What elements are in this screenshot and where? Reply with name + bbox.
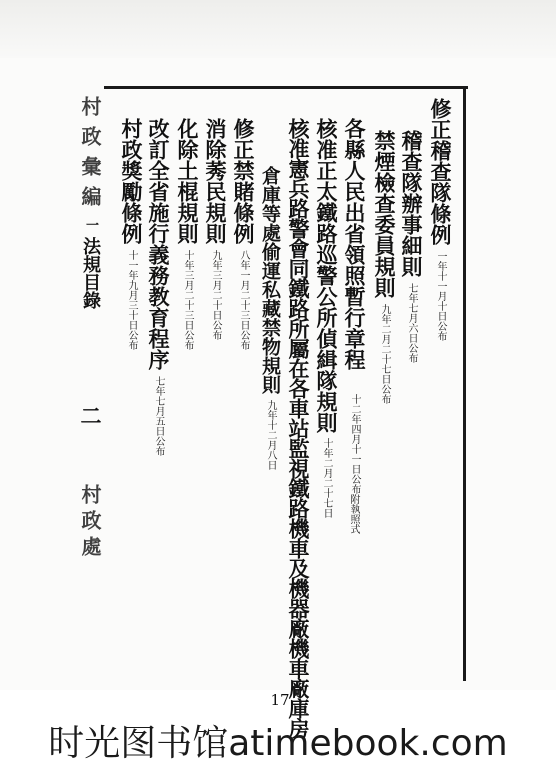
entry-title: 村政獎勵條例 <box>119 118 144 244</box>
entry-date: 十二年四月十一日公布 <box>349 394 360 494</box>
entry-date: 九年二月二十七日公布 <box>379 304 390 404</box>
right-border-rule <box>463 86 466 681</box>
leaf-number: 二 <box>78 405 103 426</box>
entry-title: 稽查隊辦事細則 <box>399 130 424 277</box>
toc-entry <box>121 118 142 350</box>
entry-title: 禁煙檢查委員規則 <box>372 130 397 298</box>
running-header: 村政彙編一法規目錄二村政處 <box>78 96 103 562</box>
entry-title: 核准憲兵路警會同鐵路所屬在各車站監視鐵路機車及機器廠機車廠庫房 <box>286 118 311 738</box>
entry-title: 各縣人民出省領照暫行章程 <box>342 118 367 370</box>
entry-date: 七年七月六日公布 <box>406 283 417 363</box>
entry-date: 九年十二月八日 <box>265 400 276 470</box>
office-name: 村政處 <box>78 484 102 562</box>
toc-entry <box>288 118 309 738</box>
page-top-shade <box>0 0 556 58</box>
toc-entry <box>148 118 169 456</box>
entry-note: 附執照式 <box>348 494 359 534</box>
entry-title: 修正稽查隊條例 <box>428 98 453 245</box>
page-number: 17 <box>270 691 290 709</box>
entry-date: 十年二月二十七日 <box>321 438 332 518</box>
entry-date: 八年一月二十三日公布 <box>238 250 249 350</box>
top-border-rule <box>104 86 468 89</box>
toc-entry <box>233 118 254 350</box>
book-title: 村政彙編 <box>78 96 102 216</box>
entry-date: 七年七月五日公布 <box>153 376 164 456</box>
toc-entry <box>430 98 451 341</box>
entry-title: 化除土棍規則 <box>175 118 200 244</box>
toc-entry <box>316 118 337 518</box>
toc-entry <box>177 118 198 350</box>
toc-entry <box>344 118 365 534</box>
entry-date: 一年十一月十日公布 <box>435 251 446 341</box>
entry-title: 修正禁賭條例 <box>231 118 256 244</box>
entry-title: 倉庫等處偷運私藏禁物規則 <box>259 166 281 394</box>
watermark-text: 时光图书馆atimebook.com <box>48 722 508 764</box>
entry-title: 消除莠民規則 <box>203 118 228 244</box>
toc-entry <box>374 130 395 404</box>
toc-entry <box>401 130 422 363</box>
entry-title: 核准正太鐵路巡警公所偵緝隊規則 <box>314 118 339 433</box>
toc-entry <box>205 118 226 340</box>
entry-date: 十年三月二十三日公布 <box>182 250 193 350</box>
entry-date: 九年三月二十日公布 <box>210 250 221 340</box>
entry-date: 十一年九月三十日公布 <box>126 250 137 350</box>
section-title: 法規目錄 <box>80 237 101 309</box>
toc-entry <box>260 166 279 470</box>
entry-title: 改訂全省施行義務教育程序 <box>146 118 171 370</box>
